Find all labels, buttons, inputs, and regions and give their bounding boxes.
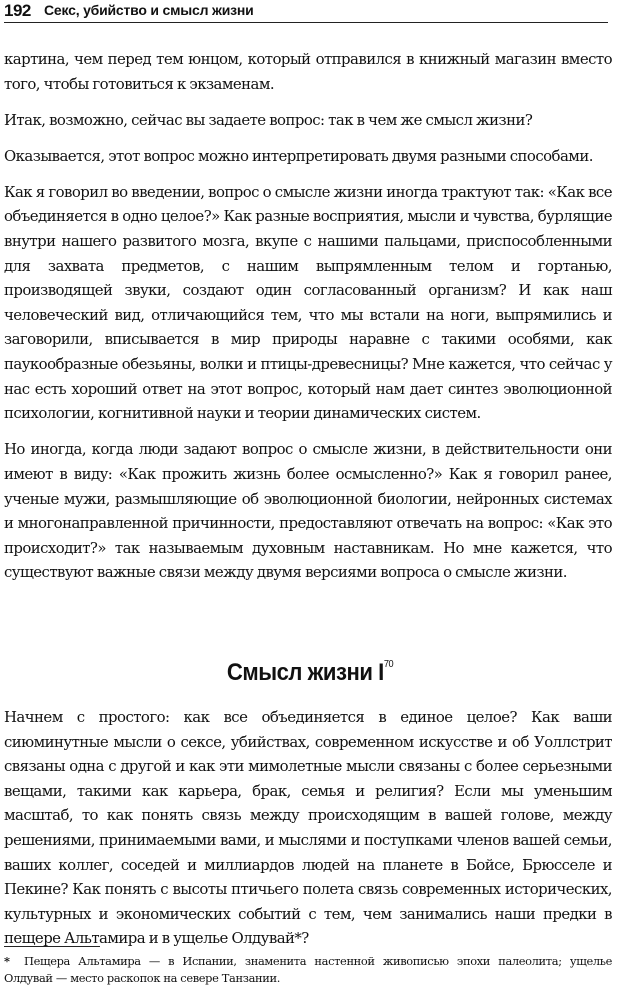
paragraph: Но иногда, когда люди задают вопрос о смысле жизни, в действительности они имеют в виду: «Как прожить жизнь более осмысленно?» Как я говорил ранее, ученые мужи, размышляющие об эволюционной биологии, нейронных системах и многонаправленной причинности, предоставляют отвечать на вопрос: «Как это происходит?» так называемым духовным наставникам. Но мне кажется, что существуют важные связи между двумя версиями вопроса о смысле жизни.	[4, 440, 612, 582]
paragraph: Итак, возможно, сейчас вы задаете вопрос: так в чем же смысл жизни?	[4, 110, 533, 129]
body-text-section	[4, 705, 612, 962]
footnote-text: Пещера Альтамира — в Испании, знаменита настенной живописью эпохи палеолита; ущелье Олдувай — место раскопок на севере Танзании.	[4, 954, 612, 985]
footnote	[4, 953, 612, 987]
paragraph: Оказывается, этот вопрос можно интерпретировать двумя разными способами.	[4, 146, 593, 165]
endnote-reference[interactable]: 70	[383, 659, 394, 670]
paragraph: картина, чем перед тем юнцом, который отправился в книжный магазин вместо того, чтобы готовиться к экзаменам.	[4, 50, 612, 93]
paragraph: Как я говорил во введении, вопрос о смысле жизни иногда трактуют так: «Как все объединяется в одно целое?» Как разные восприятия, мысли и чувства, бурлящие внутри нашего развитого мозга, вкупе с нашими пальцами, приспособленными для захвата предметов, с нашим выпрямленным телом и гортанью, производящей звуки, создают один согласованный организм? И как наш человеческий вид, отличающийся тем, что мы встали на ноги, выпрямились и заговорили, вписывается в мир природы наравне с такими особями, как паукообразные обезьяны, волки и птицы-древесницы? Мне кажется, что сейчас у нас есть хороший ответ на этот вопрос, который нам дает синтез эволюционной психологии, когнитивной науки и теории динамических систем.	[4, 182, 612, 423]
body-text-top	[4, 47, 612, 596]
footnote-divider	[4, 946, 100, 947]
book-title: Секс, убийство и смысл жизни	[44, 2, 254, 18]
section-heading	[25, 659, 595, 687]
paragraph: Начнем с простого: как все объединяется в единое целое? Как ваши сиюминутные мысли о сексе, убийствах, современном искусстве и об Уоллстрит связаны одна с другой и как эти мимолетные мысли связаны с более серьезными вещами, такими как карьера, брак, семья и религия? Если мы уменьшим масштаб, то как понять связь между происходящим в вашей голове, между решениями, принимаемыми вами, и мыслями и поступками членов вашей семьи, ваших коллег, соседей и миллиардов людей на планете в Бойсе, Брюсселе и Пекине? Как понять с высоты птичьего полета связь современных исторических, культурных и экономических событий с тем, чем занимались наши предки в пещере Альтамира и в ущелье Олдувай*?	[4, 708, 612, 948]
footnote-marker: *	[4, 954, 10, 968]
page-number: 192	[4, 1, 31, 20]
section-title: Смысл жизни I	[226, 659, 384, 686]
running-header	[4, 0, 608, 23]
